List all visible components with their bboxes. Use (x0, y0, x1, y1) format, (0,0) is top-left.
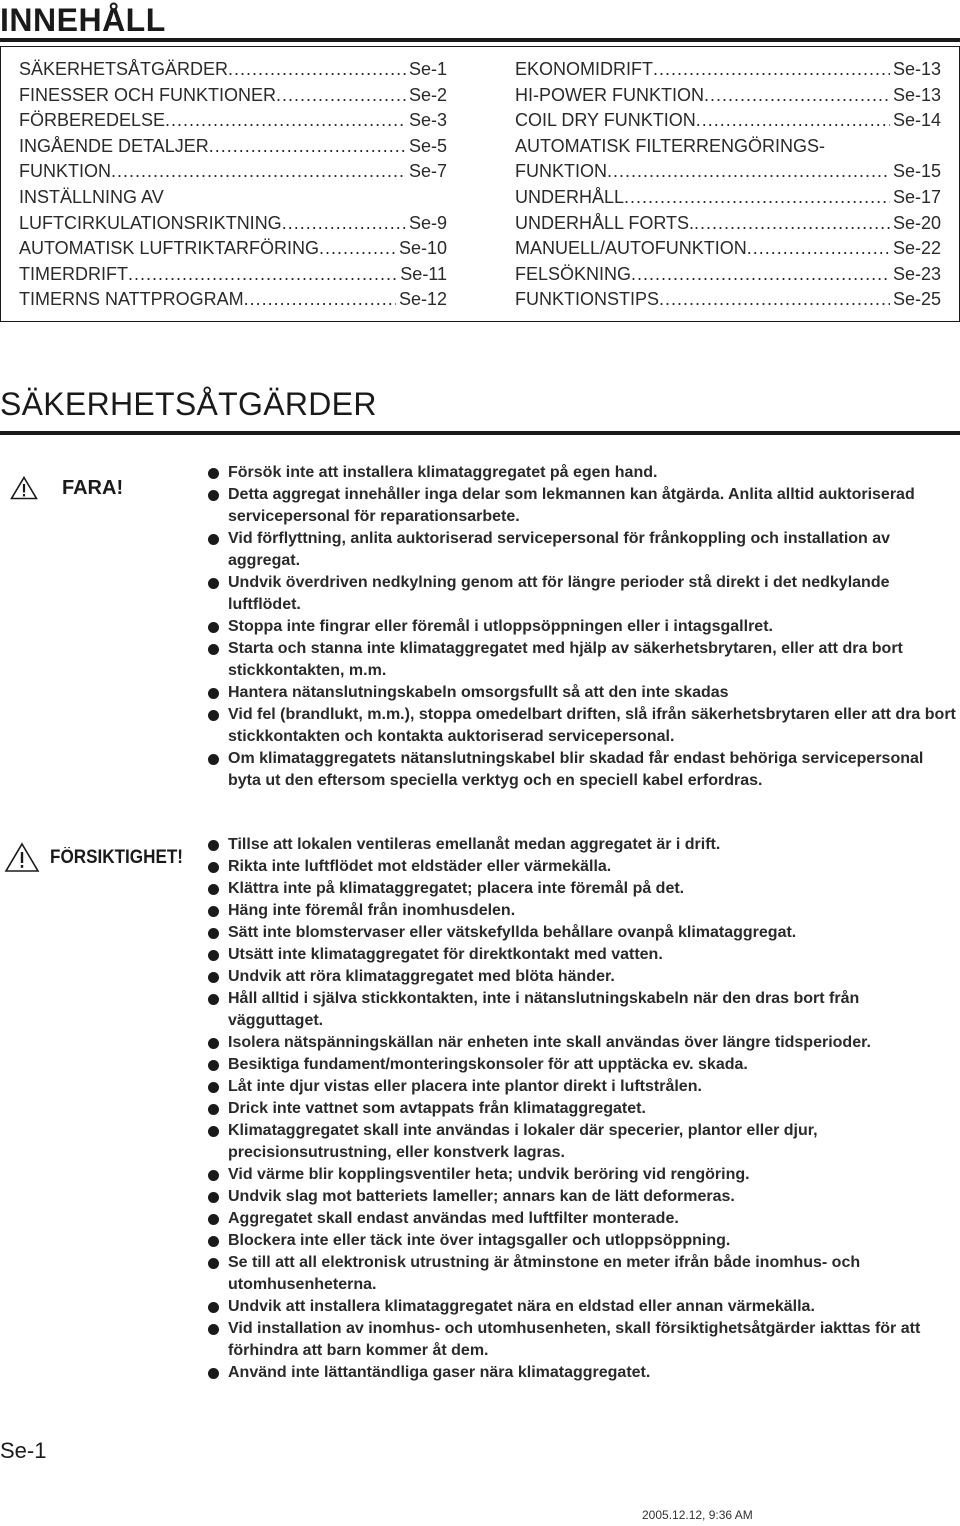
bullet-item: Blockera inte eller täck inte över intagsgaller och utloppsöppning. (206, 1230, 958, 1252)
toc-entry-page: Se-22 (892, 238, 941, 259)
bullet-item: Aggregatet skall endast användas med luftfilter monterade. (206, 1208, 958, 1230)
bullet-item: Försök inte att installera klimataggregatet på egen hand. (206, 462, 958, 484)
toc-entry-page: Se-20 (892, 212, 941, 233)
toc-entry-label: EKONOMIDRIFT (515, 59, 653, 79)
toc-right-column (515, 57, 941, 313)
toc-entry (19, 57, 447, 83)
toc-entry-label: LUFTCIRKULATIONSRIKTNING (19, 212, 282, 233)
toc-entry-page: Se-15 (892, 161, 941, 182)
bullet-item: Låt inte djur vistas eller placera inte plantor direkt i luftstrålen. (206, 1076, 958, 1098)
toc-entry (19, 159, 447, 185)
bullet-item: Detta aggregat innehåller inga delar som lekmannen kan åtgärda. Anlita alltid auktoriserad servicepersonal för reparationsarbete. (206, 484, 958, 528)
toc-entry-label: AUTOMATISK LUFTRIKTARFÖRING (19, 238, 320, 259)
toc-leader-dots (631, 262, 890, 288)
bullet-item: Vid installation av inomhus- och utomhusenheten, skall försiktighetsåtgärder iakttas för att förhindra att barn kommer åt dem. (206, 1318, 958, 1362)
title-rule (0, 38, 960, 42)
toc-entry-label: FUNKTION (515, 161, 607, 182)
bullet-item: Vid fel (brandlukt, m.m.), stoppa omedelbart driften, slå ifrån säkerhetsbrytaren eller att dra bort stickkontakten och kontakta auktoriserad servicepersonal. (206, 704, 958, 748)
toc-entry-page: Se-11 (400, 263, 447, 284)
toc-leader-dots (282, 211, 406, 237)
toc-entry-label: FÖRBEREDELSE (19, 110, 166, 131)
bullet-item: Vid värme blir kopplingsventiler heta; undvik beröring vid rengöring. (206, 1164, 958, 1186)
warning-triangle-icon (10, 476, 38, 500)
toc-entry-label: FINESSER OCH FUNKTIONER (19, 84, 277, 105)
toc-entry (515, 287, 941, 313)
toc-entry-label: INSTÄLLNING AV (19, 186, 164, 207)
toc-leader-dots (704, 83, 890, 109)
toc-entry-page: Se-17 (892, 186, 941, 207)
bullet-item: Undvik att röra klimataggregatet med blöta händer. (206, 966, 958, 988)
toc-entry (19, 236, 447, 262)
bullet-item: Stoppa inte fingrar eller föremål i utloppsöppningen eller i intagsgallret. (206, 616, 958, 638)
caution-list (206, 834, 958, 1384)
toc-entry (515, 185, 941, 211)
toc-entry-page: Se-3 (408, 110, 447, 131)
toc-entry (515, 159, 941, 185)
bullet-item: Drick inte vattnet som avtappats från klimataggregatet. (206, 1098, 958, 1120)
section-rule (0, 431, 960, 435)
toc-entry (19, 185, 447, 211)
warning-triangle-icon (4, 842, 40, 873)
toc-leader-dots (653, 57, 890, 83)
toc-entry (19, 134, 447, 160)
bullet-item: Använd inte lättantändliga gaser nära klimataggregatet. (206, 1362, 958, 1384)
bullet-item: Undvik att installera klimataggregatet nära en eldstad eller annan värmekälla. (206, 1296, 958, 1318)
toc-entry-label: SÄKERHETSÅTGÄRDER (19, 59, 229, 79)
toc-entry (19, 262, 447, 288)
toc-entry (19, 108, 447, 134)
toc-entry-label: HI-POWER FUNKTION (515, 84, 704, 105)
bullet-item: Starta och stanna inte klimataggregatet med hjälp av säkerhetsbrytaren, eller att dra bort stickkontakten, m.m. (206, 638, 958, 682)
toc-entry-label: TIMERNS NATTPROGRAM (19, 289, 244, 310)
toc-entry-label: MANUELL/AUTOFUNKTION (515, 238, 747, 259)
caution-label-text: FÖRSIKTIGHET! (50, 846, 184, 868)
toc-entry-label: FUNKTIONSTIPS (515, 289, 660, 310)
bullet-item: Klimataggregatet skall inte användas i lokaler där specerier, plantor eller djur, precisionsutrustning, eller konstverk lagras. (206, 1120, 958, 1164)
toc-entry (515, 83, 941, 109)
bullet-item: Undvik slag mot batteriets lameller; annars kan de lätt deformeras. (206, 1186, 958, 1208)
bullet-item: Besiktiga fundament/monteringskonsoler för att upptäcka ev. skada. (206, 1054, 958, 1076)
bullet-item: Isolera nätspänningskällan när enheten inte skall användas över längre tidsperioder. (206, 1032, 958, 1054)
table-of-contents (0, 46, 960, 322)
bullet-item: Undvik överdriven nedkylning genom att för längre perioder stå direkt i det nedkylande luftflödet. (206, 572, 958, 616)
toc-leader-dots (111, 159, 406, 185)
toc-leader-dots (747, 236, 890, 262)
toc-entry (515, 262, 941, 288)
print-timestamp: 2005.12.12, 9:36 AM (642, 1508, 753, 1522)
toc-leader-dots (694, 211, 890, 237)
danger-label (10, 476, 123, 500)
toc-entry-page: Se-9 (408, 212, 447, 233)
toc-entry (515, 108, 941, 134)
toc-entry-page: Se-13 (892, 59, 941, 79)
toc-entry-page: Se-2 (408, 84, 447, 105)
page-number: Se-1 (0, 1438, 47, 1463)
toc-entry-label: UNDERHÅLL (515, 186, 625, 207)
toc-entry-label: AUTOMATISK FILTERRENGÖRINGS- (515, 135, 826, 156)
toc-leader-dots (319, 236, 396, 262)
toc-entry-page: Se-13 (892, 84, 941, 105)
toc-leader-dots (624, 185, 890, 211)
toc-leader-dots (276, 83, 406, 109)
toc-leader-dots (696, 108, 890, 134)
toc-entry-page: Se-10 (398, 238, 447, 259)
bullet-item: Häng inte föremål från inomhusdelen. (206, 900, 958, 922)
toc-entry (19, 211, 447, 237)
bullet-item: Klättra inte på klimataggregatet; placera inte föremål på det. (206, 878, 958, 900)
toc-leader-dots (228, 57, 406, 83)
bullet-item: Hantera nätanslutningskabeln omsorgsfullt så att den inte skadas (206, 682, 958, 704)
toc-entry-page: Se-25 (892, 289, 941, 310)
toc-leader-dots (128, 262, 397, 288)
section-heading: SÄKERHETSÅTGÄRDER (0, 386, 377, 422)
toc-entry-label: UNDERHÅLL FORTS. (515, 212, 695, 233)
toc-entry (19, 287, 447, 313)
toc-entry (515, 211, 941, 237)
toc-entry-label: TIMERDRIFT (19, 263, 128, 284)
toc-leader-dots (244, 287, 396, 313)
bullet-item: Vid förflyttning, anlita auktoriserad servicepersonal för frånkoppling och installation av aggregat. (206, 528, 958, 572)
toc-entry-label: COIL DRY FUNKTION (515, 110, 696, 131)
danger-label-text: FARA! (62, 476, 124, 499)
toc-entry-page: Se-5 (408, 135, 447, 156)
toc-entry-page: Se-7 (408, 161, 447, 182)
toc-leader-dots (165, 108, 406, 134)
caution-label (4, 842, 198, 873)
toc-entry-page: Se-12 (398, 289, 447, 310)
toc-entry-page: Se-23 (892, 263, 941, 284)
bullet-item: Sätt inte blomstervaser eller vätskefyllda behållare ovanpå klimataggregat. (206, 922, 958, 944)
toc-entry-label: FELSÖKNING (515, 263, 632, 284)
bullet-item: Om klimataggregatets nätanslutningskabel blir skadad får endast behöriga servicepersonal byta ut den eftersom speciella verktyg och en speciell kabel erfordras. (206, 748, 958, 792)
bullet-item: Tillse att lokalen ventileras emellanåt medan aggregatet är i drift. (206, 834, 958, 856)
toc-entry-label: INGÅENDE DETALJER (19, 135, 209, 156)
toc-entry (515, 236, 941, 262)
toc-left-column (19, 57, 447, 313)
toc-entry (515, 134, 941, 160)
page-title: INNEHÅLL (0, 2, 166, 38)
toc-leader-dots (209, 134, 406, 160)
toc-entry-label: FUNKTION (19, 161, 111, 182)
bullet-item: Utsätt inte klimataggregatet för direktkontakt med vatten. (206, 944, 958, 966)
bullet-item: Håll alltid i själva stickkontakten, inte i nätanslutningskabeln när den dras bort från vägguttaget. (206, 988, 958, 1032)
toc-entry (515, 57, 941, 83)
bullet-item: Se till att all elektronisk utrustning är åtminstone en meter ifrån både inomhus- och utomhusenheterna. (206, 1252, 958, 1296)
danger-list (206, 462, 958, 792)
toc-leader-dots (607, 159, 890, 185)
bullet-item: Rikta inte luftflödet mot eldstäder eller värmekälla. (206, 856, 958, 878)
toc-entry-page: Se-14 (892, 110, 941, 131)
toc-entry-page: Se-1 (408, 59, 447, 79)
toc-leader-dots (659, 287, 890, 313)
toc-entry (19, 83, 447, 109)
